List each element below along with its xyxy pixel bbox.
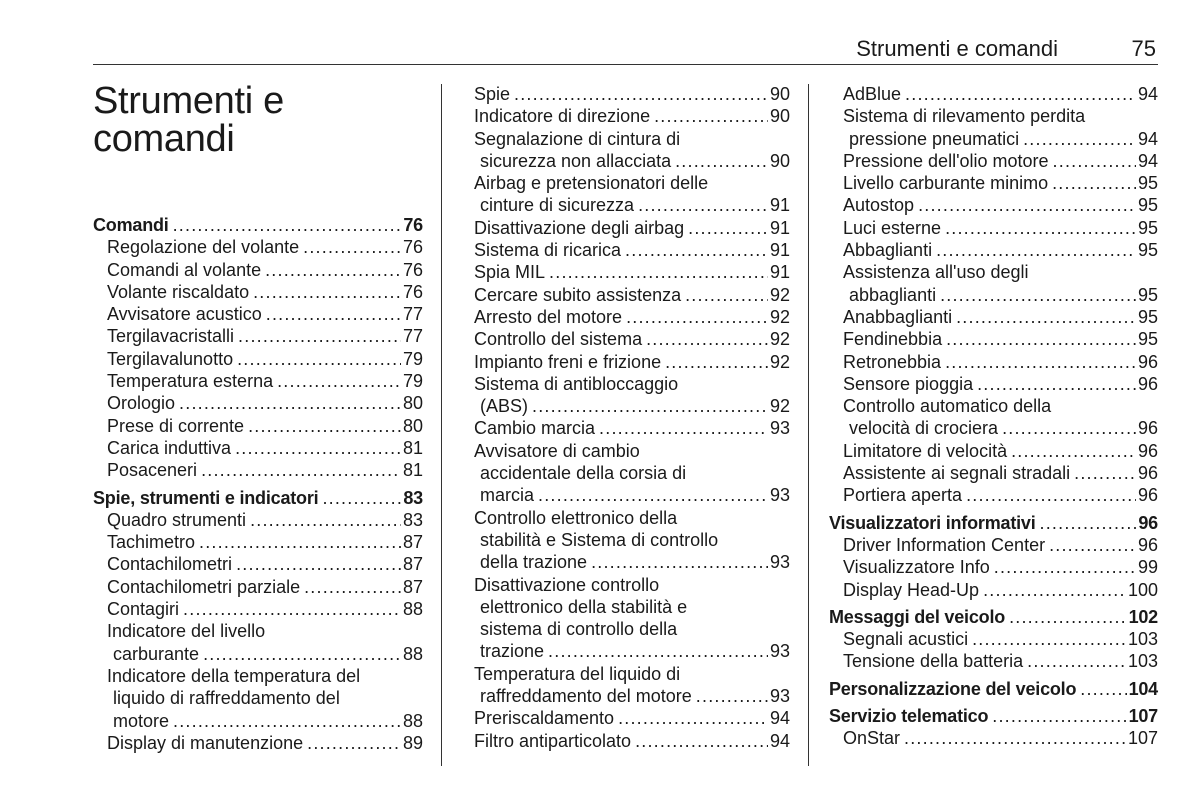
toc-page-number: 91 xyxy=(769,262,790,283)
dot-leader xyxy=(307,732,401,754)
toc-entry[interactable] xyxy=(829,172,1158,194)
toc-entry[interactable] xyxy=(93,576,423,598)
dot-leader xyxy=(904,727,1126,749)
toc-page-number: 92 xyxy=(769,329,790,350)
toc-page-number: 107 xyxy=(1127,728,1158,749)
toc-page-number: 79 xyxy=(402,348,423,369)
toc-entry[interactable] xyxy=(93,437,423,459)
toc-entry[interactable] xyxy=(474,105,790,127)
toc-page-number: 93 xyxy=(769,418,790,439)
dot-leader xyxy=(173,214,402,236)
dot-leader xyxy=(237,348,401,370)
toc-page-number: 93 xyxy=(769,686,790,707)
toc-entry-text: della trazione xyxy=(480,552,588,573)
toc-entry-text: Comandi al volante xyxy=(107,259,262,280)
toc-entry-text: (ABS) xyxy=(480,396,529,417)
dot-leader xyxy=(1002,417,1136,439)
toc-section-heading[interactable] xyxy=(829,606,1158,628)
toc-entry-text: accidentale della corsia di xyxy=(480,463,687,484)
toc-page-number: 81 xyxy=(402,460,423,481)
dot-leader xyxy=(905,83,1136,105)
toc-entry[interactable] xyxy=(474,507,790,574)
dot-leader xyxy=(1053,150,1136,172)
toc-entry-text: AdBlue xyxy=(843,84,902,104)
toc-page-number: 83 xyxy=(402,509,423,530)
toc-entry-text: Disattivazione controllo xyxy=(474,574,660,595)
toc-entry-text: Tergilavalunotto xyxy=(107,348,234,369)
toc-entry[interactable] xyxy=(474,351,790,373)
toc-entry-text: Fendinebbia xyxy=(843,329,943,350)
toc-entry-text: Comandi xyxy=(93,215,169,235)
dot-leader xyxy=(266,303,401,325)
toc-entry[interactable] xyxy=(93,509,423,531)
toc-entry[interactable] xyxy=(829,217,1158,239)
toc-page-number: 90 xyxy=(769,84,790,104)
toc-entry-text: Cercare subito assistenza xyxy=(474,284,682,305)
toc-entry-text: carburante xyxy=(113,643,200,664)
toc-entry-text: Orologio xyxy=(107,393,176,414)
toc-entry[interactable] xyxy=(829,328,1158,350)
dot-leader xyxy=(173,710,401,732)
dot-leader xyxy=(238,325,401,347)
dot-leader xyxy=(972,628,1126,650)
toc-entry-text: Indicatore della temperatura del xyxy=(107,665,361,686)
toc-entry[interactable] xyxy=(829,440,1158,462)
toc-section-heading[interactable] xyxy=(93,487,423,509)
dot-leader xyxy=(591,551,768,573)
toc-entry-text: Controllo elettronico della xyxy=(474,507,678,528)
dot-leader xyxy=(322,487,401,509)
toc-section-heading[interactable] xyxy=(829,678,1158,700)
toc-entry-text: Abbaglianti xyxy=(843,240,933,261)
page-number: 75 xyxy=(1131,36,1156,61)
toc-section-heading[interactable] xyxy=(93,214,423,236)
toc-entry-text: Prese di corrente xyxy=(107,415,245,436)
toc-entry-text: cinture di sicurezza xyxy=(480,195,635,216)
toc-entry-text: Visualizzatori informativi xyxy=(829,512,1036,533)
toc-page-number: 88 xyxy=(402,643,423,664)
dot-leader xyxy=(654,105,768,127)
dot-leader xyxy=(538,484,768,506)
toc-page-number: 99 xyxy=(1137,557,1158,578)
toc-entry-text: motore xyxy=(113,710,170,731)
dot-leader xyxy=(514,83,768,105)
dot-leader xyxy=(549,261,768,283)
dot-leader xyxy=(983,579,1126,601)
dot-leader xyxy=(1049,534,1136,556)
toc-entry[interactable] xyxy=(829,650,1158,672)
toc-entry[interactable] xyxy=(93,281,423,303)
toc-entry[interactable] xyxy=(829,462,1158,484)
toc-page-number: 83 xyxy=(403,487,423,508)
toc-entry[interactable] xyxy=(829,239,1158,261)
toc-page-number: 102 xyxy=(1128,606,1158,627)
page-title: Strumenti e comandi xyxy=(93,80,285,160)
toc-entry[interactable] xyxy=(474,417,790,439)
toc-entry-text: Contachilometri parziale xyxy=(107,576,301,597)
toc-entry-text: Driver Information Center xyxy=(843,534,1046,555)
toc-page-number: 95 xyxy=(1137,195,1158,216)
toc-entry[interactable] xyxy=(474,328,790,350)
dot-leader xyxy=(253,281,401,303)
dot-leader xyxy=(532,395,768,417)
toc-entry[interactable] xyxy=(93,325,423,347)
toc-page-number: 100 xyxy=(1127,579,1158,600)
toc-entry-text: stabilità e Sistema di controllo xyxy=(480,529,719,550)
toc-entry-text: Servizio telematico xyxy=(829,706,989,727)
toc-entry-text: velocità di crociera xyxy=(849,418,999,439)
dot-leader xyxy=(994,556,1136,578)
toc-entry[interactable] xyxy=(829,727,1158,749)
toc-entry-text: Indicatore di direzione xyxy=(474,106,651,127)
toc-entry-text: Contagiri xyxy=(107,599,180,620)
toc-entry-text: Volante riscaldato xyxy=(107,281,250,302)
toc-page-number: 76 xyxy=(402,259,423,280)
toc-entry-text: Livello carburante minimo xyxy=(843,173,1049,194)
toc-entry-text: Controllo del sistema xyxy=(474,329,643,350)
dot-leader xyxy=(179,392,401,414)
toc-entry-text: Temperatura del liquido di xyxy=(474,663,681,684)
toc-entry[interactable] xyxy=(93,531,423,553)
toc-entry-text: Limitatore di velocità xyxy=(843,440,1008,461)
toc-entry-text: Anabbaglianti xyxy=(843,306,953,327)
toc-entry-text: Filtro antiparticolato xyxy=(474,730,632,751)
toc-entry[interactable] xyxy=(93,303,423,325)
column-divider xyxy=(808,84,809,766)
toc-entry-text: Portiera aperta xyxy=(843,485,963,506)
toc-entry[interactable] xyxy=(829,373,1158,395)
toc-page-number: 92 xyxy=(769,306,790,327)
toc-entry[interactable] xyxy=(829,83,1158,105)
toc-page-number: 94 xyxy=(769,708,790,729)
dot-leader xyxy=(265,259,401,281)
toc-entry[interactable] xyxy=(474,261,790,283)
dot-leader xyxy=(1027,650,1126,672)
toc-entry[interactable] xyxy=(93,259,423,281)
toc-entry[interactable] xyxy=(93,553,423,575)
toc-entry-text: Luci esterne xyxy=(843,217,942,238)
toc-page-number: 93 xyxy=(769,641,790,662)
toc-page-number: 103 xyxy=(1127,629,1158,650)
dot-leader xyxy=(599,417,768,439)
toc-entry[interactable] xyxy=(93,665,423,732)
toc-entry-text: Sistema di rilevamento perdita xyxy=(843,106,1086,127)
toc-page-number: 96 xyxy=(1137,534,1158,555)
dot-leader xyxy=(665,351,768,373)
toc-entry[interactable] xyxy=(474,239,790,261)
toc-entry-text: Personalizzazione del veicolo xyxy=(829,678,1077,699)
dot-leader xyxy=(199,531,401,553)
dot-leader xyxy=(946,328,1136,350)
dot-leader xyxy=(1052,172,1136,194)
toc-entry[interactable] xyxy=(474,306,790,328)
toc-column-1 xyxy=(93,214,423,754)
toc-page-number: 76 xyxy=(402,237,423,258)
toc-page-number: 96 xyxy=(1137,485,1158,506)
dot-leader xyxy=(626,306,768,328)
toc-page-number: 80 xyxy=(402,415,423,436)
toc-entry[interactable] xyxy=(829,628,1158,650)
dot-leader xyxy=(945,351,1136,373)
dot-leader xyxy=(688,217,768,239)
toc-entry-text: Tergilavacristalli xyxy=(107,326,235,347)
toc-entry-text: Visualizzatore Info xyxy=(843,557,990,578)
toc-entry-text: Spie xyxy=(474,84,511,104)
dot-leader xyxy=(1074,462,1136,484)
toc-entry-text: Tensione della batteria xyxy=(843,651,1024,672)
toc-entry-text: Sistema di ricarica xyxy=(474,240,622,261)
toc-entry[interactable] xyxy=(93,598,423,620)
running-header xyxy=(93,34,1158,65)
toc-entry[interactable] xyxy=(829,534,1158,556)
toc-page-number: 91 xyxy=(769,195,790,216)
dot-leader xyxy=(1023,128,1136,150)
toc-page-number: 76 xyxy=(402,281,423,302)
toc-entry-text: Sistema di antibloccaggio xyxy=(474,373,679,394)
dot-leader xyxy=(203,643,401,665)
toc-entry[interactable] xyxy=(829,484,1158,506)
dot-leader xyxy=(236,553,401,575)
dot-leader xyxy=(977,373,1136,395)
toc-entry[interactable] xyxy=(93,459,423,481)
dot-leader xyxy=(618,707,768,729)
dot-leader xyxy=(675,150,768,172)
toc-entry[interactable] xyxy=(829,150,1158,172)
toc-entry-text: Messaggi del veicolo xyxy=(829,606,1006,627)
toc-page-number: 107 xyxy=(1128,706,1158,727)
toc-page-number: 81 xyxy=(402,437,423,458)
dot-leader xyxy=(1009,606,1127,628)
toc-entry[interactable] xyxy=(93,392,423,414)
toc-column-2 xyxy=(474,83,790,752)
toc-page-number: 96 xyxy=(1137,440,1158,461)
toc-entry[interactable] xyxy=(93,348,423,370)
toc-entry-text: marcia xyxy=(480,485,535,506)
toc-page-number: 88 xyxy=(402,599,423,620)
toc-page-number: 91 xyxy=(769,217,790,238)
toc-page-number: 96 xyxy=(1137,373,1158,394)
column-divider xyxy=(441,84,442,766)
dot-leader xyxy=(248,415,401,437)
toc-entry-text: Pressione dell'olio motore xyxy=(843,150,1049,171)
toc-page-number: 94 xyxy=(1137,150,1158,171)
toc-page-number: 87 xyxy=(402,532,423,553)
toc-entry-text: Spia MIL xyxy=(474,262,546,283)
toc-entry[interactable] xyxy=(474,440,790,507)
toc-entry-text: Sensore pioggia xyxy=(843,373,974,394)
toc-entry[interactable] xyxy=(474,373,790,418)
dot-leader xyxy=(625,239,768,261)
toc-entry-text: Spie, strumenti e indicatori xyxy=(93,487,319,508)
toc-entry[interactable] xyxy=(474,172,790,217)
dot-leader xyxy=(277,370,401,392)
toc-entry-text: Arresto del motore xyxy=(474,306,623,327)
toc-entry-text: Indicatore del livello xyxy=(107,621,266,642)
toc-entry[interactable] xyxy=(829,395,1158,440)
dot-leader xyxy=(945,217,1136,239)
toc-entry-text: Segnalazione di cintura di xyxy=(474,128,681,149)
toc-page-number: 104 xyxy=(1128,678,1158,699)
toc-page-number: 77 xyxy=(402,304,423,325)
toc-entry-text: Segnali acustici xyxy=(843,629,969,650)
toc-page-number: 96 xyxy=(1138,512,1158,533)
toc-page-number: 95 xyxy=(1137,240,1158,261)
toc-entry[interactable] xyxy=(93,415,423,437)
toc-entry-text: abbaglianti xyxy=(849,284,937,305)
dot-leader xyxy=(685,284,768,306)
toc-entry-text: Contachilometri xyxy=(107,554,233,575)
dot-leader xyxy=(1011,440,1136,462)
toc-entry-text: Temperatura esterna xyxy=(107,371,274,392)
toc-entry-text: Preriscaldamento xyxy=(474,708,615,729)
toc-entry[interactable] xyxy=(474,128,790,173)
running-header-section: Strumenti e comandi xyxy=(856,36,1058,61)
toc-entry-text: pressione pneumatici xyxy=(849,128,1020,149)
dot-leader xyxy=(1040,512,1137,534)
toc-page-number: 92 xyxy=(769,396,790,417)
toc-page-number: 88 xyxy=(402,710,423,731)
toc-entry-text: sistema di controllo della xyxy=(480,619,678,640)
toc-entry-text: Avvisatore acustico xyxy=(107,304,262,325)
toc-page-number: 96 xyxy=(1137,418,1158,439)
toc-entry-text: Assistente ai segnali stradali xyxy=(843,463,1071,484)
toc-entry[interactable] xyxy=(93,732,423,754)
dot-leader xyxy=(303,236,401,258)
toc-page-number: 89 xyxy=(402,732,423,753)
toc-section-heading[interactable] xyxy=(829,512,1158,534)
toc-page-number: 79 xyxy=(402,371,423,392)
toc-page-number: 94 xyxy=(1137,84,1158,104)
toc-page-number: 93 xyxy=(769,552,790,573)
toc-entry-text: Tachimetro xyxy=(107,532,196,553)
toc-page-number: 93 xyxy=(769,485,790,506)
toc-column-3 xyxy=(829,83,1158,750)
toc-page-number: 94 xyxy=(769,730,790,751)
toc-page-number: 87 xyxy=(402,576,423,597)
dot-leader xyxy=(201,459,401,481)
toc-page-number: 95 xyxy=(1137,306,1158,327)
dot-leader xyxy=(918,194,1136,216)
dot-leader xyxy=(183,598,401,620)
toc-page-number: 95 xyxy=(1137,217,1158,238)
toc-entry-text: Assistenza all'uso degli xyxy=(843,262,1029,283)
toc-entry[interactable] xyxy=(829,556,1158,578)
toc-entry-text: raffreddamento del motore xyxy=(480,686,692,707)
toc-entry[interactable] xyxy=(474,707,790,729)
toc-page-number: 90 xyxy=(769,106,790,127)
toc-page-number: 92 xyxy=(769,351,790,372)
toc-entry[interactable] xyxy=(474,574,790,663)
toc-entry-text: Regolazione del volante xyxy=(107,237,300,258)
dot-leader xyxy=(1080,678,1126,700)
toc-entry[interactable] xyxy=(93,370,423,392)
toc-entry[interactable] xyxy=(829,194,1158,216)
toc-entry-text: elettronico della stabilità e xyxy=(480,596,688,617)
toc-entry-text: OnStar xyxy=(843,728,901,749)
dot-leader xyxy=(966,484,1136,506)
toc-entry-text: Display di manutenzione xyxy=(107,732,304,753)
toc-entry-text: Quadro strumenti xyxy=(107,509,247,530)
toc-page-number: 96 xyxy=(1137,351,1158,372)
dot-leader xyxy=(548,640,768,662)
toc-entry-text: Airbag e pretensionatori delle xyxy=(474,173,709,194)
dot-leader xyxy=(638,194,768,216)
toc-entry[interactable] xyxy=(829,351,1158,373)
dot-leader xyxy=(936,239,1136,261)
toc-entry-text: Posaceneri xyxy=(107,460,198,481)
toc-entry-text: liquido di raffreddamento del xyxy=(113,688,340,709)
toc-entry-text: sicurezza non allacciata xyxy=(480,150,672,171)
toc-entry[interactable] xyxy=(829,306,1158,328)
toc-page-number: 91 xyxy=(769,240,790,261)
toc-page-number: 96 xyxy=(1137,463,1158,484)
toc-section-heading[interactable] xyxy=(829,705,1158,727)
toc-entry[interactable] xyxy=(474,83,790,105)
toc-page-number: 76 xyxy=(403,215,423,235)
toc-entry-text: Avvisatore di cambio xyxy=(474,440,640,461)
toc-entry[interactable] xyxy=(829,105,1158,150)
dot-leader xyxy=(940,284,1136,306)
toc-entry-text: Cambio marcia xyxy=(474,418,596,439)
dot-leader xyxy=(250,509,401,531)
toc-entry-text: Impianto freni e frizione xyxy=(474,351,662,372)
toc-page-number: 92 xyxy=(769,284,790,305)
toc-page-number: 90 xyxy=(769,150,790,171)
toc-page-number: 80 xyxy=(402,393,423,414)
dot-leader xyxy=(635,730,768,752)
toc-page-number: 77 xyxy=(402,326,423,347)
dot-leader xyxy=(992,705,1126,727)
toc-page-number: 103 xyxy=(1127,651,1158,672)
toc-entry[interactable] xyxy=(474,730,790,752)
toc-entry-text: Autostop xyxy=(843,195,915,216)
toc-entry[interactable] xyxy=(93,236,423,258)
dot-leader xyxy=(304,576,401,598)
toc-entry[interactable] xyxy=(829,261,1158,306)
toc-entry-text: Controllo automatico della xyxy=(843,396,1052,417)
toc-entry-text: trazione xyxy=(480,641,545,662)
toc-page-number: 95 xyxy=(1137,284,1158,305)
toc-page-number: 95 xyxy=(1137,173,1158,194)
toc-entry-text: Retronebbia xyxy=(843,351,942,372)
toc-entry[interactable] xyxy=(93,620,423,665)
toc-entry[interactable] xyxy=(474,217,790,239)
toc-entry-text: Disattivazione degli airbag xyxy=(474,217,685,238)
dot-leader xyxy=(956,306,1136,328)
dot-leader xyxy=(646,328,768,350)
toc-entry[interactable] xyxy=(829,579,1158,601)
toc-entry[interactable] xyxy=(474,663,790,708)
toc-page-number: 95 xyxy=(1137,329,1158,350)
toc-entry-text: Carica induttiva xyxy=(107,437,232,458)
toc-entry[interactable] xyxy=(474,284,790,306)
toc-page-number: 94 xyxy=(1137,128,1158,149)
toc-page-number: 87 xyxy=(402,554,423,575)
toc-entry-text: Display Head-Up xyxy=(843,579,980,600)
dot-leader xyxy=(696,685,768,707)
dot-leader xyxy=(235,437,401,459)
